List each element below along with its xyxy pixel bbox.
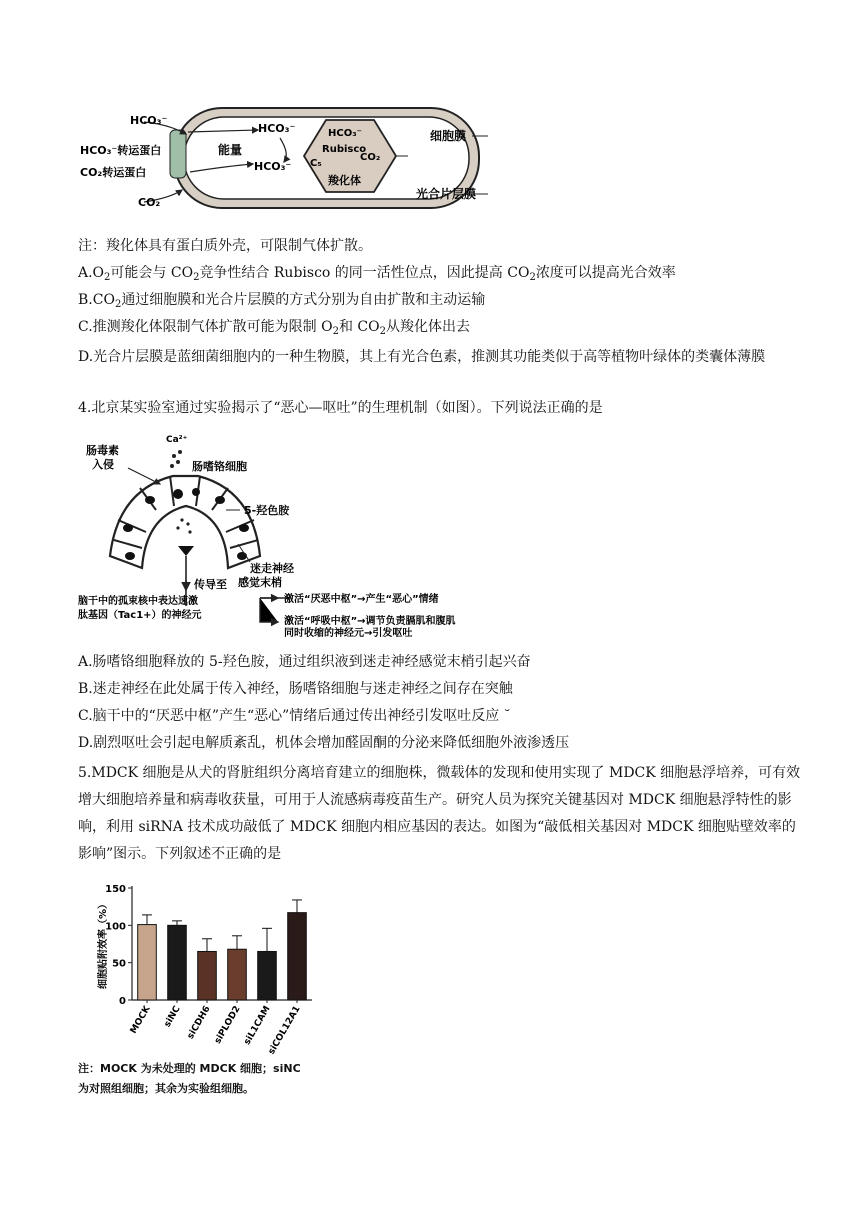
- q3-option-a: $A.O_2$可能会与 $CO_2$竞争性结合 Rubisco 的同一活性位点，因此提高 $CO_2$浓度可以提高光合效率: [78, 265, 676, 283]
- q5-note-2: 为对照组细胞；其余为实验组细胞。: [78, 1082, 254, 1095]
- label-vagus-1: 迷走神经: [250, 562, 294, 575]
- label-hco3-top: HCO₃⁻: [130, 114, 168, 127]
- label-carboxysome: 羧化体: [328, 174, 361, 187]
- label-vagus-2: 感觉末梢: [238, 576, 282, 589]
- label-co2-transport: CO₂转运蛋白: [80, 166, 147, 179]
- x-tick-label-MOCK: MOCK: [128, 1004, 153, 1036]
- label-co2-bottom: CO₂: [138, 196, 161, 209]
- q4-option-b: B.迷走神经在此处属于传入神经，肠嗜铬细胞与迷走神经之间存在突触: [78, 681, 513, 697]
- label-cell-membrane: 细胞膜: [430, 129, 467, 143]
- q3-option-d: D.光合片层膜是蓝细菌细胞内的一种生物膜，其上有光合色素，推测其功能类似于高等植物叶绿体的类囊体薄膜: [78, 349, 766, 365]
- bar-siL1CAM: [258, 951, 277, 1000]
- bar-MOCK: [138, 925, 157, 1000]
- x-tick-label-siNC: siNC: [162, 1004, 183, 1030]
- q4-stem: 4.北京某实验室通过实验揭示了“恶心—呕吐”的生理机制（如图）。下列说法正确的是: [78, 400, 603, 416]
- label-toxin-2: 入侵: [92, 458, 114, 471]
- label-hco3-transport: HCO₃⁻转运蛋白: [80, 144, 162, 157]
- label-energy: 能量: [218, 143, 243, 157]
- label-ec-cell: 肠嗜铬细胞: [192, 460, 247, 473]
- label-nausea: 激活“厌恶中枢”→产生“恶心”情绪: [284, 594, 439, 605]
- y-tick-label: 150: [105, 884, 126, 895]
- bar-siNC: [168, 925, 187, 1000]
- label-ca: Ca²⁺: [166, 435, 188, 445]
- x-tick-label-siPLOD2: siPLOD2: [213, 1004, 243, 1046]
- q5-note-1: 注：MOCK 为未处理的 MDCK 细胞；siNC: [78, 1062, 301, 1075]
- bar-siCOL12A1: [288, 913, 307, 1000]
- q4-option-a: A.肠嗜铬细胞释放的 5-羟色胺，通过组织液到迷走神经感觉末梢引起兴奋: [78, 654, 531, 670]
- label-vomit-1: 激活“呼吸中枢”→调节负责膈肌和腹肌: [284, 616, 456, 627]
- q4-option-d: D.剧烈呕吐会引起电解质紊乱，机体会增加醛固酮的分泌来降低细胞外液渗透压: [78, 735, 570, 751]
- label-vomit-2: 同时收缩的神经元→引发呕吐: [284, 628, 413, 638]
- y-tick-label: 100: [105, 921, 126, 933]
- y-axis-label: 细胞贴附效率（%）: [98, 898, 109, 990]
- x-tick-label-siCOL12A1: siCOL12A1: [266, 1004, 303, 1056]
- label-hco3-mid: HCO₃⁻: [258, 122, 296, 135]
- cyanobacteria-diagram: [78, 98, 498, 218]
- y-tick-label: 0: [119, 996, 126, 1007]
- label-hco3-carb: HCO₃⁻: [328, 128, 362, 139]
- nausea-mechanism-diagram: [78, 428, 518, 638]
- x-tick-label-siL1CAM: siL1CAM: [242, 1004, 273, 1047]
- bar-siPLOD2: [228, 949, 247, 1000]
- label-brainstem-1: 脑干中的孤束核中表达速激: [78, 596, 198, 607]
- x-tick-label-siCDH6: siCDH6: [185, 1004, 213, 1041]
- label-thylakoid: 光合片层膜: [416, 187, 477, 201]
- adhesion-bar-chart: [92, 876, 332, 1056]
- q4-option-c: C.脑干中的“厌恶中枢”产生“恶心”情绪后通过传出神经引发呕吐反应 ˘: [78, 708, 511, 724]
- bar-siCDH6: [198, 951, 217, 1000]
- q3-note: 注：羧化体具有蛋白质外壳，可限制气体扩散。: [78, 238, 372, 254]
- q5-stem: 5.MDCK 细胞是从犬的肾脏组织分离培育建立的细胞株，微载体的发现和使用实现了 MDCK 细胞悬浮培养，可有效增大细胞培养量和病毒收获量，可用于人流感病毒疫苗生产。研究人员为探究关键基因对 MDCK 细胞悬浮特性的影响，利用 siRNA 技术成功敲低了 MDCK 细胞内相应基因的表达。如图为“敲低相关基因对 MDCK 细胞贴壁效率的影响”图示。下列叙述不正确的是: [78, 765, 801, 862]
- transporter-protein: [170, 130, 186, 178]
- label-relay: 传导至: [194, 578, 227, 591]
- q3-option-c: C.推测羧化体限制气体扩散可能为限制 $O_2$和 $CO_2$从羧化体出去: [78, 319, 470, 337]
- label-c5: C₅: [310, 158, 322, 169]
- q3-option-b: $B.CO_2$通过细胞膜和光合片层膜的方式分别为自由扩散和主动运输: [78, 292, 486, 310]
- label-co2-carb: CO₂: [360, 152, 381, 163]
- label-rubisco: Rubisco: [322, 144, 367, 155]
- label-toxin-1: 肠毒素: [86, 444, 119, 457]
- label-hco3-low: HCO₃⁻: [254, 160, 292, 173]
- label-serotonin: 5-羟色胺: [244, 504, 290, 517]
- y-tick-label: 50: [112, 958, 126, 970]
- label-brainstem-2: 肽基因（Tac1+）的神经元: [78, 610, 202, 621]
